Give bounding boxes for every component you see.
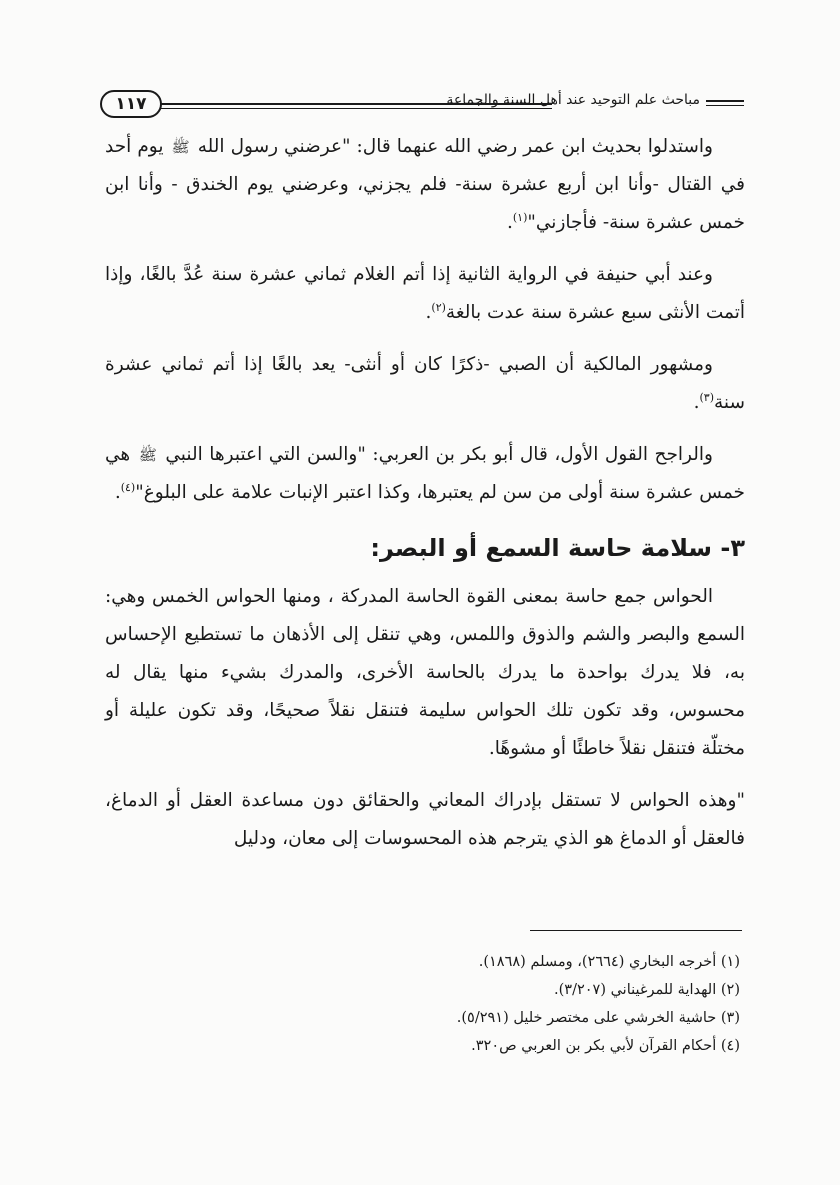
paragraph-preferred-opinion (105, 436, 745, 512)
paragraph-text: ومشهور المالكية أن الصبي -ذكرًا كان أو أنثى- يعد بالغًا إذا أتم ثماني عشرة سنة (105, 354, 745, 413)
footnote-ref: (٤) (120, 480, 136, 494)
paragraph-senses: الحواس جمع حاسة بمعنى القوة الحاسة المدركة ، ومنها الحواس الخمس وهي: السمع والبصر والشم والذوق واللمس، وهي تنقل إلى الأذهان ما تستطيع الإحساس به، فلا يدرك بواحدة ما يدرك بالحاسة الأخرى، والمدرك بشيء منها يقال له محسوس، وقد تكون تلك الحواس سليمة فتنقل نقلاً صحيحًا، وقد تكون عليلة أو مختلّة فتنقل نقلاً خاطئًا أو مشوهًا. (105, 586, 745, 759)
running-title: مباحث علم التوحيد عند أهل السنة والجماعة (446, 92, 700, 108)
paragraph-end: . (506, 212, 513, 233)
section-heading: ٣- سلامة حاسة السمع أو البصر: (370, 534, 745, 562)
salutation-glyph: ﷺ (138, 446, 157, 464)
footnote-ref: (٢) (431, 300, 446, 314)
paragraph-end: . (693, 392, 700, 413)
page-number: ١١٧ (100, 90, 162, 118)
footnote-ref: (١) (512, 210, 528, 224)
paragraph-abu-hanifa (105, 256, 745, 332)
footnotes (300, 948, 740, 1060)
paragraph-end: . (114, 482, 121, 503)
main-text (105, 128, 745, 872)
paragraph-text: والراجح القول الأول، قال أبو بكر بن العربي: "والسن التي اعتبرها النبي (165, 444, 713, 465)
paragraph-maliki (105, 346, 745, 422)
header-ornament-line (706, 100, 744, 102)
paragraph-text: واستدلوا بحديث ابن عمر رضي الله عنهما قال: "عرضني رسول الله (197, 136, 713, 157)
paragraph-text: وعند أبي حنيفة في الرواية الثانية إذا أتم الغلام ثماني عشرة سنة عُدَّ بالغًا، وإذا أتمت الأنثى سبع عشرة سنة عدت بالغة (105, 264, 745, 323)
paragraph-text: يوم أحد في القتال -وأنا ابن أربع عشرة سنة- فلم يجزني، وعرضني يوم الخندق - وأنا ابن خمس عشرة سنة- فأجازني" (105, 136, 745, 233)
paragraph-end: . (425, 302, 432, 323)
footnote-ref: (٣) (699, 390, 714, 404)
header-rule-thin (160, 108, 552, 109)
footnote-3: (٣) حاشية الخرشي على مختصر خليل (٥/٢٩١). (456, 1010, 740, 1026)
paragraph-hadith-ibn-umar (105, 128, 745, 242)
footnote-1: (١) أخرجه البخاري (٢٦٦٤)، ومسلم (١٨٦٨). (478, 954, 740, 970)
footnote-4: (٤) أحكام القرآن لأبي بكر بن العربي ص٣٢٠. (471, 1038, 740, 1054)
paragraph-text: هي خمس عشرة سنة أولى من سن لم يعتبرها، وكذا اعتبر الإنبات علامة على البلوغ" (105, 444, 745, 503)
footnote-2: (٢) الهداية للمرغيناني (٣/٢٠٧). (554, 982, 740, 998)
footnote-separator (530, 930, 742, 931)
salutation-glyph: ﷺ (171, 138, 190, 156)
paragraph-senses-quote: "وهذه الحواس لا تستقل بإدراك المعاني والحقائق دون مساعدة العقل أو الدماغ، فالعقل أو الدماغ هو الذي يترجم هذه المحسوسات إلى معان، ودليل (105, 790, 745, 849)
running-header (100, 86, 750, 126)
header-ornament-line-thin (706, 105, 744, 106)
